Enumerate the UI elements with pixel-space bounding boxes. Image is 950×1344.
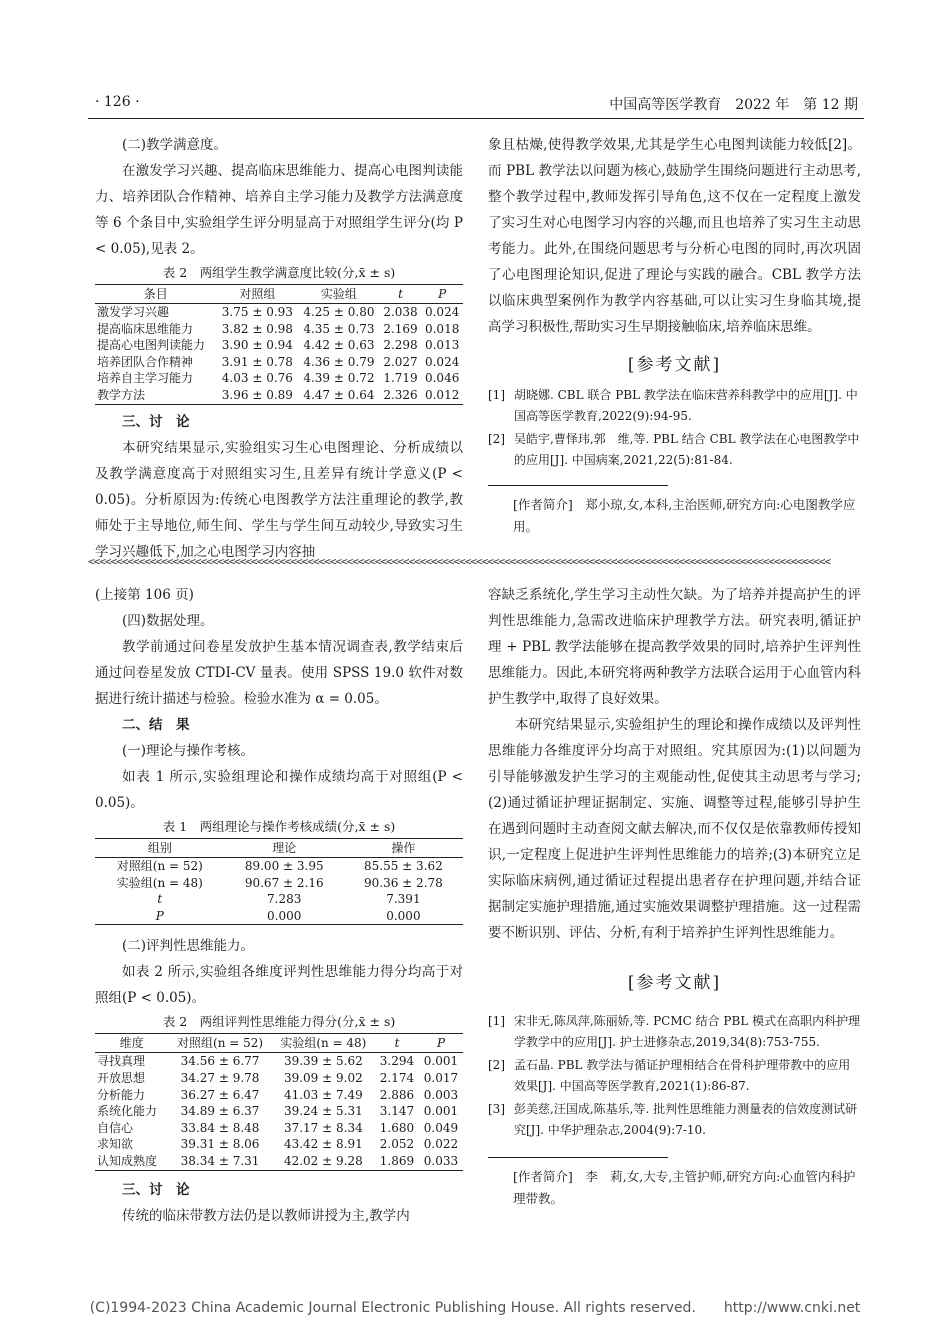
table-cell: 3.82 ± 0.98 xyxy=(221,321,293,336)
paragraph: 容缺乏系统化,学生学习主动性欠缺。为了培养并提高护生的评判性思维能力,急需改进临床护理教学方法。研究表明,循证护理 + PBL 教学法能够在提高教学效果的同时,培养护生评判性思维能力。因此,本研究将两种教学方法联合运用于心血管内科护生教学中,取得了良好效果。 xyxy=(488,587,861,707)
references-title: [参考文献] xyxy=(627,973,722,993)
table-cell: 36.27 ± 6.47 xyxy=(180,1087,260,1102)
table-cell: 0.024 xyxy=(424,305,460,319)
table-caption: 表 2 两组评判性思维能力得分(分,x̄ ± s) xyxy=(162,1014,396,1030)
table-cell: 39.31 ± 8.06 xyxy=(180,1137,260,1152)
table-cell: 4.47 ± 0.64 xyxy=(303,387,375,402)
continued-note: (上接第 106 页) xyxy=(95,587,194,603)
table-cell: 39.09 ± 9.02 xyxy=(283,1070,363,1085)
table-row xyxy=(95,858,463,875)
paragraph: 如表 2 所示,实验组各维度评判性思维能力得分均高于对照组(P < 0.05)。 xyxy=(95,964,463,1007)
table-cell: 实验组(n = 48) xyxy=(116,875,203,890)
table-cell: 90.36 ± 2.78 xyxy=(364,875,443,890)
table-cell: 0.001 xyxy=(423,1054,459,1069)
table-cell: 分析能力 xyxy=(97,1087,146,1102)
reference-item: [1] 胡晓娜. CBL 联合 PBL 教学法在临床营养科教学中的应用[J]. 中国高等医学教育,2022(9):94-95. xyxy=(488,388,858,423)
table-cell: 提高心电图判读能力 xyxy=(97,338,206,353)
table-header: 对照组 xyxy=(217,285,299,304)
table-cell: 2.169 xyxy=(383,321,418,336)
table-header: P xyxy=(419,1034,463,1053)
satisfaction-table xyxy=(95,284,463,405)
section-title: 二、结 果 xyxy=(122,717,190,733)
table-cell: 4.25 ± 0.80 xyxy=(303,305,375,319)
table-cell: 求知欲 xyxy=(97,1137,134,1152)
top-right-column xyxy=(488,132,861,538)
table-cell: 教学方法 xyxy=(97,387,146,402)
section-heading: (二)评判性思维能力。 xyxy=(122,938,255,955)
table-cell: 开放思想 xyxy=(97,1070,146,1085)
table-cell: 4.03 ± 0.76 xyxy=(221,371,293,386)
reference-list xyxy=(488,385,861,471)
table-cell: 0.000 xyxy=(267,908,302,923)
table-header: 理论 xyxy=(225,839,344,858)
table-cell: 38.34 ± 7.31 xyxy=(180,1153,260,1168)
page-number: · 126 · xyxy=(95,94,140,110)
table-cell: 4.36 ± 0.79 xyxy=(303,354,375,369)
references-title: [参考文献] xyxy=(627,355,722,375)
table-cell: 激发学习兴趣 xyxy=(97,305,170,319)
table-cell: 0.017 xyxy=(423,1070,459,1085)
bottom-right-column xyxy=(488,582,861,1210)
table-row xyxy=(95,1103,463,1120)
table-header: 实验组(n = 48) xyxy=(272,1034,375,1053)
table-cell: 1.869 xyxy=(379,1153,415,1168)
table-header: 操作 xyxy=(344,839,463,858)
header-rule xyxy=(88,118,864,119)
table-header: t xyxy=(380,285,422,304)
table-row xyxy=(95,337,463,354)
critical-thinking-table xyxy=(95,1033,463,1170)
table-header: 实验组 xyxy=(298,285,380,304)
table-cell: 34.89 ± 6.37 xyxy=(180,1104,260,1119)
table-cell: 对照组(n = 52) xyxy=(116,859,203,873)
table-cell: 3.91 ± 0.78 xyxy=(221,354,293,369)
table-cell: 1.680 xyxy=(379,1120,415,1135)
table-cell: 0.000 xyxy=(386,908,421,923)
table-row xyxy=(95,1136,463,1153)
table-cell: 3.147 xyxy=(379,1104,415,1119)
table-cell: 2.298 xyxy=(383,338,418,353)
section-heading: (一)理论与操作考核。 xyxy=(122,743,255,759)
section-title: 三、讨 论 xyxy=(122,1181,190,1198)
table-header: t xyxy=(375,1034,419,1053)
table-cell: 41.03 ± 7.49 xyxy=(283,1087,363,1102)
table-cell: 2.326 xyxy=(383,387,418,402)
table-cell: 2.052 xyxy=(379,1137,415,1152)
table-caption: 表 2 两组学生教学满意度比较(分,x̄ ± s) xyxy=(162,265,396,280)
table-cell: 0.013 xyxy=(424,338,460,353)
table-cell: 39.39 ± 5.62 xyxy=(283,1054,363,1069)
section-heading: (四)数据处理。 xyxy=(122,613,214,629)
table-cell: 0.024 xyxy=(424,354,460,369)
table-cell: 4.42 ± 0.63 xyxy=(303,338,375,353)
separator xyxy=(488,1157,668,1158)
table-cell: 提高临床思维能力 xyxy=(97,321,194,336)
table-cell: 43.42 ± 8.91 xyxy=(283,1137,363,1152)
table-cell: 2.886 xyxy=(379,1087,415,1102)
table-cell: 自信心 xyxy=(97,1120,134,1135)
table-cell: 0.022 xyxy=(423,1137,459,1152)
journal-header: 中国高等医学教育 2022 年 第 12 期 xyxy=(609,97,858,113)
table-cell: 37.17 ± 8.34 xyxy=(283,1120,363,1135)
bottom-left-column xyxy=(95,582,463,1229)
scores-table xyxy=(95,838,463,925)
section-heading: (二)教学满意度。 xyxy=(122,137,228,153)
table-cell: 0.012 xyxy=(424,387,460,402)
table-cell: 7.391 xyxy=(386,892,421,907)
table-cell: 3.294 xyxy=(379,1054,415,1069)
table-row xyxy=(95,321,463,338)
table-cell: 培养团队合作精神 xyxy=(97,354,194,369)
table-row xyxy=(95,370,463,387)
table-row xyxy=(95,908,463,925)
table-row xyxy=(95,1087,463,1104)
reference-item: [2] 孟石晶. PBL 教学法与循证护理相结合在骨科护理带教中的应用效果[J]. 中国高等医学教育,2021(1):86-87. xyxy=(488,1058,851,1093)
table-cell: 0.049 xyxy=(423,1120,459,1135)
table-row xyxy=(95,1053,463,1070)
table-row xyxy=(95,1120,463,1137)
table-header: 组别 xyxy=(95,839,225,858)
table-header: 维度 xyxy=(95,1034,168,1053)
table-row xyxy=(95,354,463,371)
table-cell: 0.001 xyxy=(423,1104,459,1119)
author-bio: [作者简介] 李 莉,女,大专,主管护师,研究方向:心血管内科护理带教。 xyxy=(513,1169,856,1206)
table-row xyxy=(95,1153,463,1170)
table-header: 条目 xyxy=(95,285,217,304)
table-cell: 34.56 ± 6.77 xyxy=(180,1054,260,1069)
table-row xyxy=(95,387,463,404)
table-cell: 3.75 ± 0.93 xyxy=(221,305,293,319)
table-cell: 34.27 ± 9.78 xyxy=(180,1070,260,1085)
author-bio: [作者简介] 郑小琼,女,本科,主治医师,研究方向:心电图教学应用。 xyxy=(513,497,856,534)
table-caption: 表 1 两组理论与操作考核成绩(分,x̄ ± s) xyxy=(162,819,396,834)
section-divider: <<<<<<<<<<<<<<<<<<<<<<<<<<<<<<<<<<<<<<<<<<<<<<<<<<<<<<<<<<<<<<<<<<<<<<<<<<<<<<<<<<<<<<<<<<<<<<<<<<<<<<<<<<<<<<<<<<<<<<<<<<<<<<<<<<<< xyxy=(88,555,831,568)
table-cell: 0.018 xyxy=(424,321,460,336)
reference-item: [2] 吴皓宇,曹怿玮,郭 维,等. PBL 结合 CBL 教学法在心电图教学中的应用[J]. 中国病案,2021,22(5):81-84. xyxy=(488,432,860,467)
table-cell: 39.24 ± 5.31 xyxy=(283,1104,363,1119)
table-cell: 认知成熟度 xyxy=(97,1153,158,1168)
table-cell: 4.39 ± 0.72 xyxy=(303,371,375,386)
table-cell: 寻找真理 xyxy=(97,1054,146,1069)
table-cell: 1.719 xyxy=(383,371,418,386)
paragraph: 教学前通过问卷星发放护生基本情况调查表,教学结束后通过问卷星发放 CTDI-CV 量表。使用 SPSS 19.0 软件对数据进行统计描述与检验。检验水准为 α = 0.05。 xyxy=(95,639,463,707)
table-cell: 33.84 ± 8.48 xyxy=(180,1120,260,1135)
table-cell: 42.02 ± 9.28 xyxy=(283,1153,363,1168)
table-cell: 3.90 ± 0.94 xyxy=(221,338,293,353)
reference-item: [3] 彭美慈,汪国成,陈基乐,等. 批判性思维能力测量表的信效度测试研究[J]. 中华护理杂志,2004(9):7-10. xyxy=(488,1102,858,1137)
table-cell: 0.046 xyxy=(424,371,460,386)
paragraph: 在激发学习兴趣、提高临床思维能力、提高心电图判读能力、培养团队合作精神、培养自主学习能力及教学方法满意度等 6 个条目中,实验组学生评分明显高于对照组学生评分(均 P < 0.05),见表 2。 xyxy=(95,163,463,257)
table-row xyxy=(95,304,463,321)
table-cell: 0.033 xyxy=(423,1153,459,1168)
table-cell: 90.67 ± 2.16 xyxy=(244,875,324,890)
table-cell: 培养自主学习能力 xyxy=(97,371,194,386)
copyright-footer: (C)1994-2023 China Academic Journal Electronic Publishing House. All rights reserved. http://www.cnki.net xyxy=(89,1300,861,1316)
table-header: 对照组(n = 52) xyxy=(168,1034,271,1053)
table-cell: 89.00 ± 3.95 xyxy=(244,859,324,873)
reference-list xyxy=(488,1011,861,1141)
table-cell: 4.35 ± 0.73 xyxy=(303,321,375,336)
table-cell: 85.55 ± 3.62 xyxy=(364,859,443,873)
table-cell: 2.174 xyxy=(379,1070,415,1085)
paragraph: 本研究结果显示,实验组护生的理论和操作成绩以及评判性思维能力各维度评分均高于对照组。究其原因为:(1)以问题为引导能够激发护生学习的主观能动性,促使其主动思考与学习;(2)通过循证护理证据制定、实施、调整等过程,能够引导护生在遇到问题时主动查阅文献去解决,而不仅仅是依靠教师传授知识,一定程度上促进护生评判性思维能力的培养;(3)本研究立足实际临床病例,通过循证过程提出患者存在护理问题,并结合证据制定实施护理措施,通过实施效果调整护理措施。这一过程需要不断识别、评估、分析,有利于培养护生评判性思维能力。 xyxy=(488,717,861,941)
table-cell: P xyxy=(155,908,164,923)
top-left-column xyxy=(95,132,463,565)
table-cell: 2.038 xyxy=(383,305,418,319)
table-cell: 0.003 xyxy=(423,1087,459,1102)
table-row xyxy=(95,875,463,892)
paragraph: 传统的临床带教方法仍是以教师讲授为主,教学内 xyxy=(122,1207,410,1224)
table-row xyxy=(95,1070,463,1087)
paragraph: 象且枯燥,使得教学效果,尤其是学生心电图判读能力较低[2]。而 PBL 教学法以问题为核心,鼓励学生围绕问题进行主动思考,整个教学过程中,教师发挥引导角色,这不仅在一定程度上激发了实习生对心电图学习内容的兴趣,而且也培养了实习生主动思考能力。此外,在围绕问题思考与分析心电图的同时,再次巩固了心电图理论知识,促进了理论与实践的融合。CBL 教学方法以临床典型案例作为教学内容基础,可以让实习生身临其境,提高学习积极性,帮助实习生早期接触临床,培养临床思维。 xyxy=(488,137,861,335)
reference-item: [1] 宋非无,陈凤萍,陈丽娇,等. PCMC 结合 PBL 模式在高职内科护理学教学中的应用[J]. 护士进修杂志,2019,34(8):753-755. xyxy=(488,1014,861,1049)
paragraph: 本研究结果显示,实验组实习生心电图理论、分析成绩以及教学满意度高于对照组实习生,且差异有统计学意义(P < 0.05)。分析原因为:传统心电图教学方法注重理论的教学,教师处于主导地位,师生间、学生与学生间互动较少,导致实习生学习兴趣低下,加之心电图学习内容抽 xyxy=(95,439,463,560)
separator xyxy=(488,485,668,486)
section-title: 三、讨 论 xyxy=(122,413,190,430)
table-row xyxy=(95,891,463,908)
paragraph: 如表 1 所示,实验组理论和操作成绩均高于对照组(P < 0.05)。 xyxy=(95,769,463,811)
table-cell: t xyxy=(157,892,163,907)
table-cell: 2.027 xyxy=(383,354,418,369)
table-cell: 系统化能力 xyxy=(97,1104,158,1119)
table-cell: 3.96 ± 0.89 xyxy=(221,387,293,402)
table-cell: 7.283 xyxy=(267,892,302,907)
table-header: P xyxy=(421,285,463,304)
